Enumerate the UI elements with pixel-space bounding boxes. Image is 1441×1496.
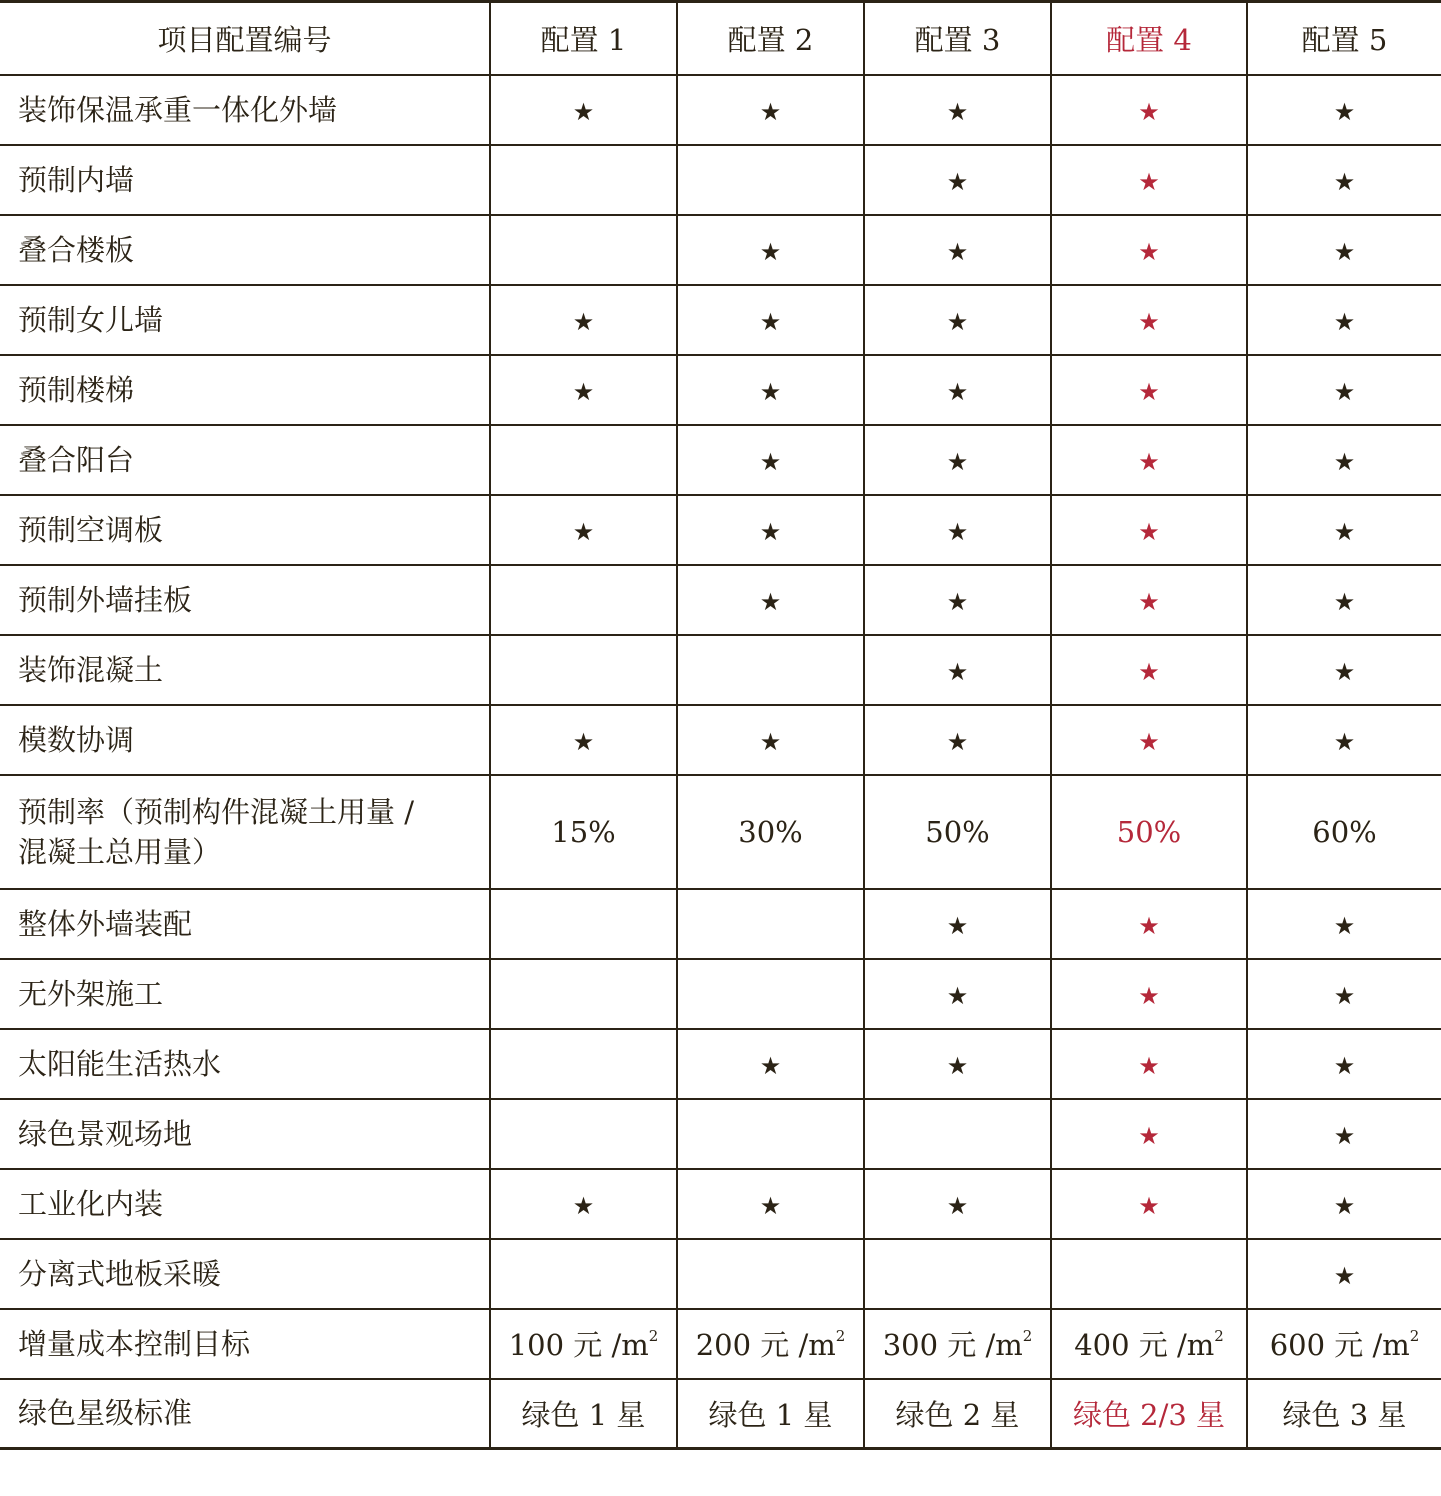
prefab-rate-value: 50% <box>1051 775 1247 889</box>
config-cell <box>490 635 677 705</box>
row-label: 增量成本控制目标 <box>0 1309 490 1379</box>
star-icon: ★ <box>759 97 782 126</box>
config-cell <box>1051 889 1247 959</box>
config-cell <box>1247 75 1441 145</box>
star-icon: ★ <box>759 447 782 476</box>
table-row <box>0 889 1441 959</box>
star-icon: ★ <box>1138 1121 1160 1150</box>
config-cell <box>1247 145 1441 215</box>
star-icon: ★ <box>572 97 595 126</box>
header-row <box>0 2 1441 75</box>
star-icon: ★ <box>1333 377 1356 406</box>
star-icon: ★ <box>946 1191 969 1220</box>
header-config-4: 配置 4 <box>1051 2 1247 75</box>
row-label: 叠合阳台 <box>0 425 490 495</box>
config-cell <box>490 959 677 1029</box>
star-icon: ★ <box>946 517 969 546</box>
config-cell <box>490 215 677 285</box>
config-cell <box>677 425 864 495</box>
config-cell <box>490 145 677 215</box>
table-row <box>0 1169 1441 1239</box>
table-row <box>0 495 1441 565</box>
config-cell <box>490 1099 677 1169</box>
config-cell <box>864 889 1051 959</box>
star-icon: ★ <box>946 237 969 266</box>
config-cell <box>1247 1239 1441 1309</box>
config-cell <box>1051 705 1247 775</box>
config-cell <box>1247 1029 1441 1099</box>
row-label: 模数协调 <box>0 705 490 775</box>
row-label: 绿色星级标准 <box>0 1379 490 1449</box>
config-cell <box>677 565 864 635</box>
green-rating-value: 绿色 2/3 星 <box>1051 1379 1247 1449</box>
config-cell <box>864 705 1051 775</box>
config-cell <box>490 1169 677 1239</box>
cost-value: 300 元 $/m^2$ <box>864 1309 1051 1379</box>
config-cell <box>864 635 1051 705</box>
star-icon: ★ <box>572 307 595 336</box>
row-label: 工业化内装 <box>0 1169 490 1239</box>
row-label: 装饰保温承重一体化外墙 <box>0 75 490 145</box>
config-cell <box>1247 285 1441 355</box>
config-cell <box>490 1239 677 1309</box>
config-cell <box>864 959 1051 1029</box>
config-cell <box>1051 1099 1247 1169</box>
config-cell <box>490 565 677 635</box>
config-cell <box>677 355 864 425</box>
prefab-rate-value: 60% <box>1247 775 1441 889</box>
config-cell <box>677 1099 864 1169</box>
star-icon: ★ <box>759 517 782 546</box>
row-label: 叠合楼板 <box>0 215 490 285</box>
table-row <box>0 565 1441 635</box>
row-label: 装饰混凝土 <box>0 635 490 705</box>
star-icon: ★ <box>1138 1191 1160 1220</box>
prefab-rate-value: 30% <box>677 775 864 889</box>
star-icon: ★ <box>946 657 969 686</box>
config-cell <box>677 705 864 775</box>
config-cell <box>1247 495 1441 565</box>
config-cell <box>490 75 677 145</box>
config-cell <box>1051 1029 1247 1099</box>
config-cell <box>1247 1169 1441 1239</box>
star-icon: ★ <box>946 167 969 196</box>
config-cell <box>1051 285 1247 355</box>
config-cell <box>677 215 864 285</box>
row-label: 预制外墙挂板 <box>0 565 490 635</box>
row-label-line1: 预制率（预制构件混凝土用量 / <box>18 794 414 829</box>
row-label: 预制楼梯 <box>0 355 490 425</box>
config-cell <box>490 889 677 959</box>
row-label <box>0 775 490 889</box>
star-icon: ★ <box>1333 1261 1356 1290</box>
green-rating-value: 绿色 2 星 <box>864 1379 1051 1449</box>
star-icon: ★ <box>759 727 782 756</box>
header-feature: 项目配置编号 <box>0 2 490 75</box>
star-icon: ★ <box>1138 727 1160 756</box>
star-icon: ★ <box>1333 447 1356 476</box>
config-cell <box>677 959 864 1029</box>
star-icon: ★ <box>946 587 969 616</box>
star-icon: ★ <box>1333 1191 1356 1220</box>
star-icon: ★ <box>946 97 969 126</box>
green-rating-row <box>0 1379 1441 1449</box>
config-cell <box>1051 215 1247 285</box>
star-icon: ★ <box>946 447 969 476</box>
config-cell <box>490 495 677 565</box>
green-rating-value: 绿色 1 星 <box>677 1379 864 1449</box>
prefab-rate-value: 15% <box>490 775 677 889</box>
star-icon: ★ <box>1138 981 1160 1010</box>
star-icon: ★ <box>1333 307 1356 336</box>
config-cell <box>1247 355 1441 425</box>
config-cell <box>1051 959 1247 1029</box>
config-cell <box>1051 145 1247 215</box>
config-cell <box>864 425 1051 495</box>
config-cell <box>490 425 677 495</box>
row-label: 预制女儿墙 <box>0 285 490 355</box>
config-cell <box>864 215 1051 285</box>
row-label: 太阳能生活热水 <box>0 1029 490 1099</box>
star-icon: ★ <box>572 377 595 406</box>
config-cell <box>1247 565 1441 635</box>
star-icon: ★ <box>1333 657 1356 686</box>
config-cell <box>677 1029 864 1099</box>
table-row <box>0 1099 1441 1169</box>
config-cell <box>490 285 677 355</box>
star-icon: ★ <box>1333 1121 1356 1150</box>
star-icon: ★ <box>946 981 969 1010</box>
star-icon: ★ <box>1138 97 1160 126</box>
star-icon: ★ <box>1138 1051 1160 1080</box>
table-row <box>0 215 1441 285</box>
row-label: 无外架施工 <box>0 959 490 1029</box>
config-cell <box>1247 959 1441 1029</box>
cost-value: 200 元 $/m^2$ <box>677 1309 864 1379</box>
config-cell <box>864 285 1051 355</box>
header-config-2: 配置 2 <box>677 2 864 75</box>
config-cell <box>677 145 864 215</box>
star-icon: ★ <box>946 1051 969 1080</box>
star-icon: ★ <box>1333 981 1356 1010</box>
config-cell <box>864 75 1051 145</box>
config-cell <box>1247 215 1441 285</box>
row-label: 整体外墙装配 <box>0 889 490 959</box>
config-cell <box>864 495 1051 565</box>
config-cell <box>1051 425 1247 495</box>
green-rating-value: 绿色 3 星 <box>1247 1379 1441 1449</box>
star-icon: ★ <box>759 1191 782 1220</box>
star-icon: ★ <box>1333 1051 1356 1080</box>
config-cell <box>677 495 864 565</box>
config-cell <box>1051 1169 1247 1239</box>
star-icon: ★ <box>1138 517 1160 546</box>
config-cell <box>864 1029 1051 1099</box>
row-label: 预制内墙 <box>0 145 490 215</box>
config-cell <box>490 705 677 775</box>
cost-value: 400 元 $/m^2$ <box>1051 1309 1247 1379</box>
table-row <box>0 705 1441 775</box>
config-cell <box>490 1029 677 1099</box>
config-cell <box>1051 355 1247 425</box>
star-icon: ★ <box>1138 167 1160 196</box>
config-cell <box>1247 425 1441 495</box>
row-label: 绿色景观场地 <box>0 1099 490 1169</box>
star-icon: ★ <box>759 587 782 616</box>
config-cell <box>864 1239 1051 1309</box>
table-row <box>0 635 1441 705</box>
config-cell <box>1051 565 1247 635</box>
star-icon: ★ <box>1333 727 1356 756</box>
star-icon: ★ <box>946 727 969 756</box>
config-cell <box>864 145 1051 215</box>
config-cell <box>1051 635 1247 705</box>
config-cell <box>677 1239 864 1309</box>
config-cell <box>1247 1099 1441 1169</box>
star-icon: ★ <box>759 1051 782 1080</box>
star-icon: ★ <box>759 237 782 266</box>
star-icon: ★ <box>1138 911 1160 940</box>
green-rating-value: 绿色 1 星 <box>490 1379 677 1449</box>
star-icon: ★ <box>946 911 969 940</box>
star-icon: ★ <box>1138 377 1160 406</box>
prefab-rate-value: 50% <box>864 775 1051 889</box>
table-row <box>0 425 1441 495</box>
header-config-5: 配置 5 <box>1247 2 1441 75</box>
row-label-line2: 混凝土总用量） <box>18 834 222 869</box>
config-cell <box>864 355 1051 425</box>
config-cell <box>1247 635 1441 705</box>
table-row <box>0 75 1441 145</box>
star-icon: ★ <box>1138 657 1160 686</box>
star-icon: ★ <box>1333 517 1356 546</box>
config-cell <box>864 565 1051 635</box>
config-cell <box>677 75 864 145</box>
table-row <box>0 1239 1441 1309</box>
config-cell <box>677 635 864 705</box>
row-label: 预制空调板 <box>0 495 490 565</box>
header-config-3: 配置 3 <box>864 2 1051 75</box>
config-cell <box>864 1169 1051 1239</box>
star-icon: ★ <box>1333 237 1356 266</box>
prefab-rate-row <box>0 775 1441 889</box>
star-icon: ★ <box>1138 447 1160 476</box>
cost-value: 600 元 $/m^2$ <box>1247 1309 1441 1379</box>
config-cell <box>1051 1239 1247 1309</box>
config-cell <box>490 355 677 425</box>
config-cell <box>677 1169 864 1239</box>
star-icon: ★ <box>946 377 969 406</box>
config-cell <box>1051 495 1247 565</box>
table-row <box>0 285 1441 355</box>
table-row <box>0 959 1441 1029</box>
star-icon: ★ <box>1333 587 1356 616</box>
star-icon: ★ <box>572 727 595 756</box>
star-icon: ★ <box>759 377 782 406</box>
cost-row <box>0 1309 1441 1379</box>
star-icon: ★ <box>572 1191 595 1220</box>
table-row <box>0 145 1441 215</box>
star-icon: ★ <box>1333 911 1356 940</box>
config-cell <box>677 285 864 355</box>
star-icon: ★ <box>1138 587 1160 616</box>
cost-value: 100 元 $/m^2$ <box>490 1309 677 1379</box>
table-row <box>0 355 1441 425</box>
table-row <box>0 1029 1441 1099</box>
star-icon: ★ <box>572 517 595 546</box>
star-icon: ★ <box>946 307 969 336</box>
star-icon: ★ <box>1138 307 1160 336</box>
config-cell <box>864 1099 1051 1169</box>
config-cell <box>677 889 864 959</box>
star-icon: ★ <box>1333 97 1356 126</box>
config-cell <box>1247 889 1441 959</box>
star-icon: ★ <box>759 307 782 336</box>
star-icon: ★ <box>1333 167 1356 196</box>
row-label: 分离式地板采暖 <box>0 1239 490 1309</box>
config-cell <box>1247 705 1441 775</box>
header-config-1: 配置 1 <box>490 2 677 75</box>
star-icon: ★ <box>1138 237 1160 266</box>
config-cell <box>1051 75 1247 145</box>
